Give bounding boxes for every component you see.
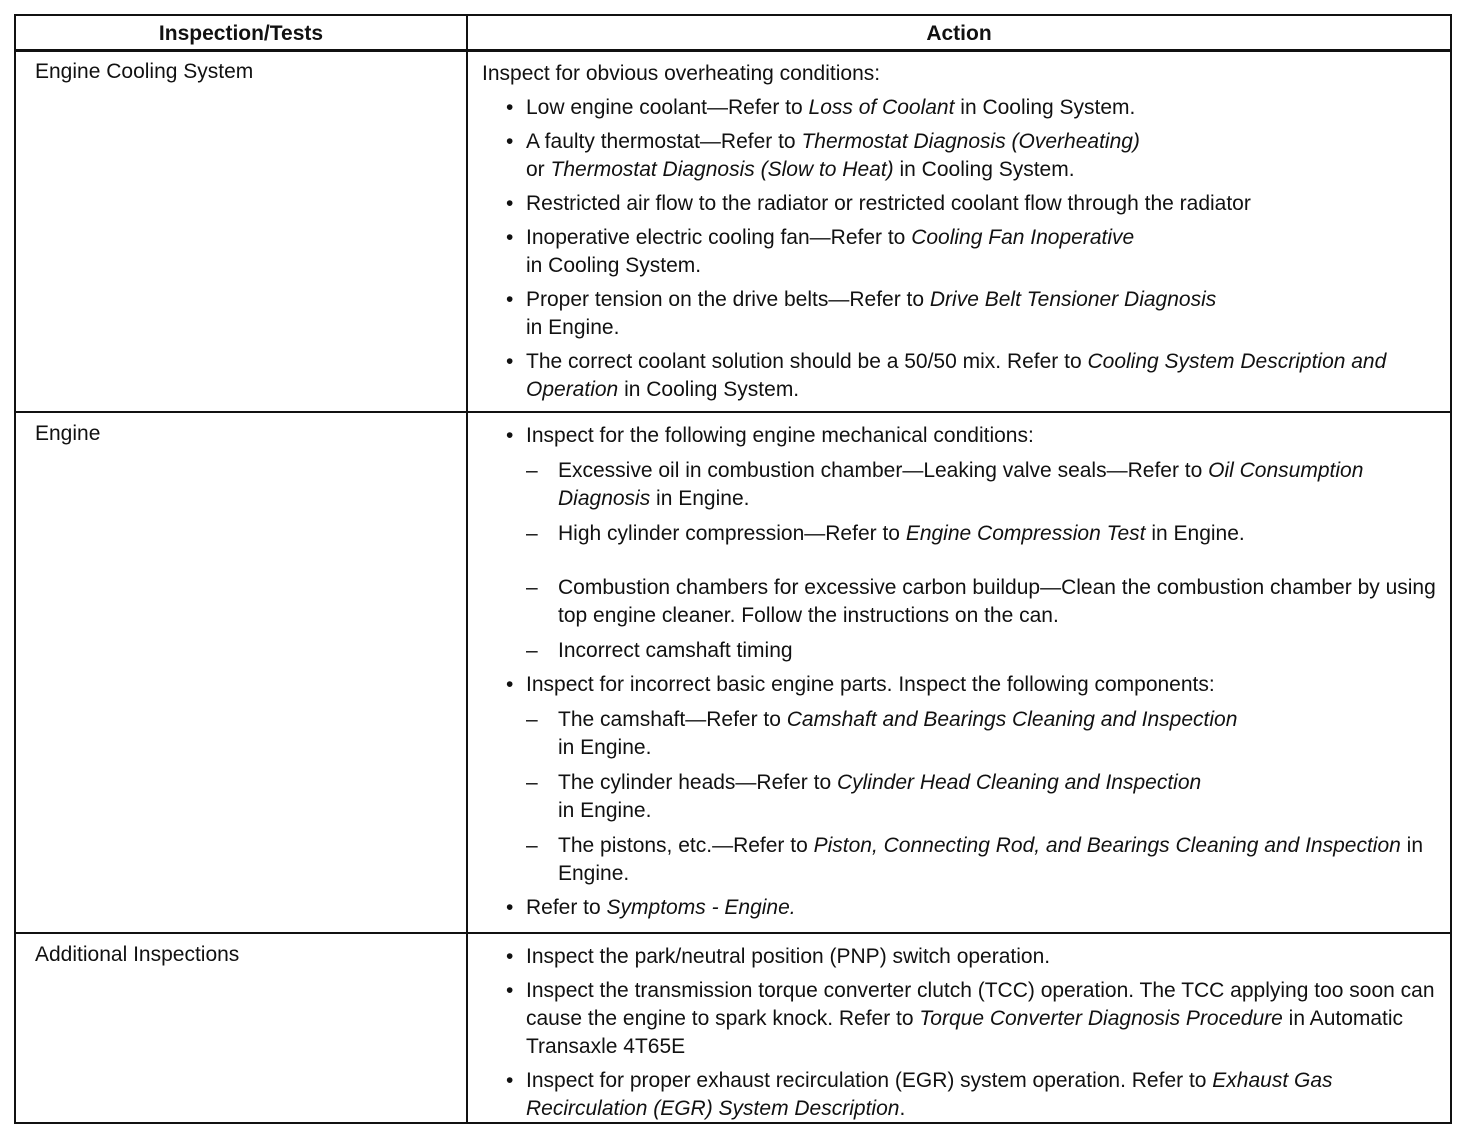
list-item: – High cylinder compression—Refer to Engine Compression Test in Engine. [526, 520, 1440, 548]
list-item: • Inoperative electric cooling fan—Refer to Cooling Fan Inoperative in Cooling System. [482, 224, 1440, 280]
row-label-additional: Additional Inspections [35, 943, 240, 966]
row-action-cooling [482, 60, 1440, 404]
list-item: • Refer to Symptoms - Engine. [482, 894, 1440, 922]
header-action: Action [926, 22, 992, 45]
list-item: – Combustion chambers for excessive carbon buildup—Clean the combustion chamber by using top engine cleaner. Follow the instructions on the can. [526, 574, 1440, 630]
table-row [16, 932, 1450, 1124]
row-label-engine: Engine [35, 422, 101, 445]
list-item: – The cylinder heads—Refer to Cylinder Head Cleaning and Inspection in Engine. [526, 769, 1440, 825]
list-item: – The pistons, etc.—Refer to Piston, Connecting Rod, and Bearings Cleaning and Inspection in Engine. [526, 832, 1440, 888]
list-item: • Inspect for incorrect basic engine parts. Inspect the following components: – The camshaft—Refer to Camshaft and Bearings Cleaning and Inspection in Engine. – The cylinder heads—Refer to Cylinder Head Cleaning and Inspection in Engine. – The pistons, etc.—Refer to Piston, Connecting Rod, and Bearings Cleaning and Inspection in Engine. [482, 671, 1440, 888]
list-item: • Inspect for proper exhaust recirculation (EGR) system operation. Refer to Exhaust Gas Recirculation (EGR) System Description. [482, 1067, 1440, 1123]
list-item: • The correct coolant solution should be a 50/50 mix. Refer to Cooling System Description and Operation in Cooling System. [482, 348, 1440, 404]
diagnostic-table [14, 14, 1452, 1124]
list-item: – Excessive oil in combustion chamber—Leaking valve seals—Refer to Oil Consumption Diagnosis in Engine. [526, 457, 1440, 513]
list-item: • Inspect for the following engine mechanical conditions: – Excessive oil in combustion chamber—Leaking valve seals—Refer to Oil Consumption Diagnosis in Engine. – High cylinder compression—Refer to Engine Compression Test in Engine. – Combustion chambers for excessive carbon buildup—Clean the combustion chamber by using top engine cleaner. Follow the instructions on the can. – Incorrect camshaft timing [482, 422, 1440, 665]
list-item: • Inspect the transmission torque converter clutch (TCC) operation. The TCC applying too soon can cause the engine to spark knock. Refer to Torque Converter Diagnosis Procedure in Automatic Transaxle 4T65E [482, 977, 1440, 1061]
table-header [16, 16, 1450, 52]
list-item: – Incorrect camshaft timing [526, 637, 1440, 665]
list-item: • Inspect the park/neutral position (PNP) switch operation. [482, 943, 1440, 971]
list-item: • A faulty thermostat—Refer to Thermostat Diagnosis (Overheating) or Thermostat Diagnosis (Slow to Heat) in Cooling System. [482, 128, 1440, 184]
table-row [16, 52, 1450, 411]
header-inspection-tests: Inspection/Tests [158, 22, 324, 45]
table-row [16, 411, 1450, 932]
row-action-engine [482, 416, 1440, 922]
list-item: • Low engine coolant—Refer to Loss of Coolant in Cooling System. [482, 94, 1440, 122]
list-item: • Restricted air flow to the radiator or restricted coolant flow through the radiator [482, 190, 1440, 218]
row-label-cooling: Engine Cooling System [35, 60, 254, 83]
row-action-additional [482, 937, 1440, 1123]
list-item: – The camshaft—Refer to Camshaft and Bearings Cleaning and Inspection in Engine. [526, 706, 1440, 762]
cooling-intro: Inspect for obvious overheating conditions: [482, 62, 881, 85]
list-item: • Proper tension on the drive belts—Refer to Drive Belt Tensioner Diagnosis in Engine. [482, 286, 1440, 342]
